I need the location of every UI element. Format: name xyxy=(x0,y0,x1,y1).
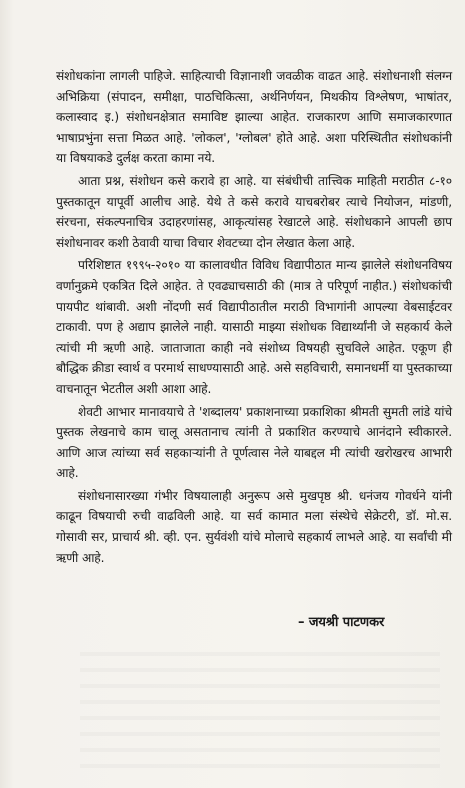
paragraph-3: परिशिष्टात १९९५-२०१० या कालावधीत विविध विद्यापीठात मान्य झालेले संशोधनविषय वर्णानुक्रमे एकत्रित दिले आहेत. ते एवढ्याचसाठी की (मात्र ते परिपूर्ण नाहीत.) संशोधकांची पायपीट थांबावी. अशी नोंदणी सर्व विद्यापीठातील मराठी विभागांनी आपल्या वेबसाईटवर टाकावी. पण हे अद्याप झालेले नाही. यासाठी माझ्या संशोधक विद्यार्थ्यांनी जे सहकार्य केले त्यांची मी ऋणी आहे. जाताजाता काही नवे संशोध्य विषयही सुचविले आहेत. एकूण ही बौद्धिक क्रीडा स्वार्थ व परमार्थ साधण्यासाठी आहे. असे सहविचारी, समानधर्मी या पुस्तकाच्या वाचनातून भेटतील अशी आशा आहे. xyxy=(56,258,452,396)
paragraph-2: आता प्रश्न, संशोधन कसे करावे हा आहे. या संबंधीची तात्त्विक माहिती मराठीत ८-१० पुस्तकातून यापूर्वी आलीच आहे. येथे ते कसे करावे याचबरोबर त्याचे नियोजन, मांडणी, संरचना, संकल्पनाचित्र उदाहरणांसह, आकृत्यांसह रेखाटले आहे. संशोधकाने आपली छाप संशोधनावर कशी ठेवावी याचा विचार शेवटच्या दोन लेखात केला आहे. xyxy=(56,173,452,250)
author-signature: – जयश्री पाटणकर xyxy=(298,615,385,630)
paragraph-1: संशोधकांना लागली पाहिजे. साहित्याची विज्ञानाशी जवळीक वाढत आहे. संशोधनाशी संलग्न अभिक्रिया (संपादन, समीक्षा, पाठचिकित्सा, अर्थनिर्णयन, मिथकीय विश्लेषण, भाषांतर, कलास्वाद इ.) संशोधनक्षेत्रात समाविष्ट झाल्या आहेत. राजकारण आणि समाजकारणात भाषाप्रभुंना सत्ता मिळत आहे. 'लोकल', 'ग्लोबल' होते आहे. अशा परिस्थितीत संशोधकांनी या विषयाकडे दुर्लक्ष करता कामा नये. xyxy=(56,69,452,166)
bleed-through-text xyxy=(80,640,440,780)
paragraph-5: संशोधनासारख्या गंभीर विषयालाही अनुरूप असे मुखपृष्ठ श्री. धनंजय गोवर्धने यांनी काढून विषयाची रुची वाढविली आहे. या सर्व कामात मला संस्थेचे सेक्रेटरी, डॉ. मो.स. गोसावी सर, प्राचार्य श्री. व्ही. एन. सुर्यवंशी यांचे मोलाचे सहकार्य लाभले आहे. या सर्वांची मी ऋणी आहे. xyxy=(56,488,452,565)
paragraph-4: शेवटी आभार मानावयाचे ते 'शब्दालय' प्रकाशनाच्या प्रकाशिका श्रीमती सुमती लांडे यांचे पुस्तक लेखनाचे काम चालू असतानाच त्यांनी ते प्रकाशित करण्याचे आनंदाने स्वीकारले. आणि आज त्यांच्या सर्व सहकाऱ्यांनी ते पूर्णत्वास नेले याबद्दल मी त्यांची खरोखरच आभारी आहे. xyxy=(56,404,452,481)
preface-text xyxy=(56,66,452,568)
